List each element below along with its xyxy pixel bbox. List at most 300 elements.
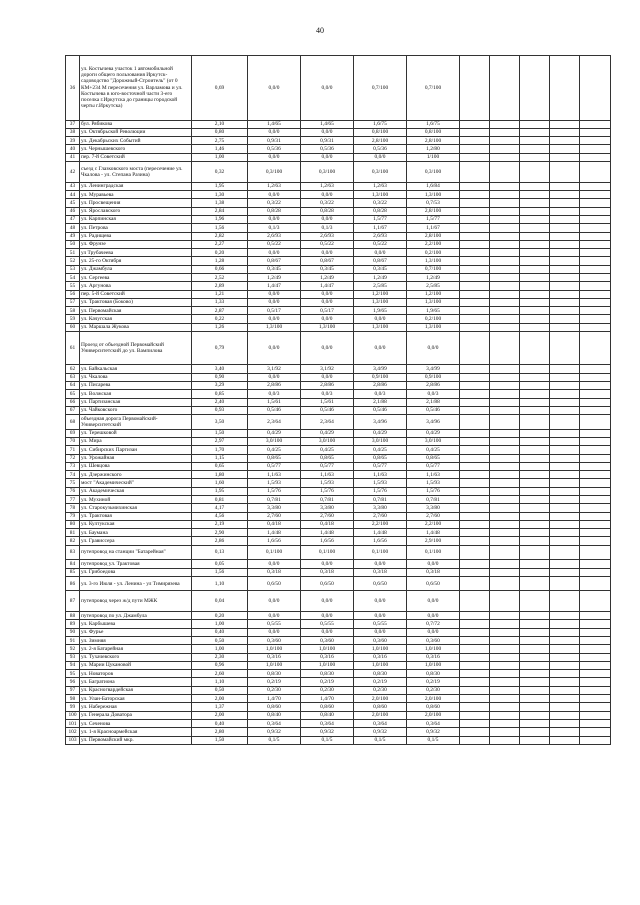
empty-cell [520, 182, 550, 190]
value-col-3: 1,4/48 [354, 529, 407, 537]
road-length: 0,04 [192, 591, 248, 612]
empty-cell [490, 390, 520, 398]
empty-cell [490, 537, 520, 545]
road-length: 0,69 [192, 56, 248, 121]
table-row [66, 232, 611, 240]
empty-cell [550, 429, 580, 437]
empty-cell [460, 373, 490, 381]
empty-cell [490, 398, 520, 406]
empty-cell [520, 207, 550, 215]
table-row [66, 719, 611, 727]
empty-cell [490, 504, 520, 512]
empty-cell [550, 199, 580, 207]
row-number: 54 [66, 274, 80, 282]
empty-cell [490, 446, 520, 454]
empty-cell [490, 653, 520, 661]
value-col-3: 0,4/29 [354, 429, 407, 437]
empty-cell [520, 215, 550, 223]
empty-cell [580, 736, 611, 744]
empty-cell [460, 653, 490, 661]
road-length: 1,21 [192, 290, 248, 298]
value-col-2: 1,5/93 [301, 479, 354, 487]
empty-cell [460, 520, 490, 528]
value-col-2: 1,4/47 [301, 282, 354, 290]
value-col-2: 2,6/93 [301, 232, 354, 240]
value-col-2: 0,0/3 [301, 390, 354, 398]
empty-cell [490, 381, 520, 389]
road-name: путепровод на станции "Батарейная" [80, 545, 192, 560]
value-col-1: 0,5/77 [248, 462, 301, 470]
road-length: 1,60 [192, 479, 248, 487]
row-number: 76 [66, 487, 80, 495]
value-col-2: 0,0/0 [301, 153, 354, 161]
empty-cell [580, 686, 611, 694]
empty-cell [520, 153, 550, 161]
value-col-4: 0,2/19 [407, 678, 460, 686]
value-col-3: 2,5/85 [354, 282, 407, 290]
table-row [66, 274, 611, 282]
empty-cell [580, 479, 611, 487]
empty-cell [550, 703, 580, 711]
empty-cell [520, 661, 550, 669]
empty-cell [580, 332, 611, 365]
road-length: 2,60 [192, 670, 248, 678]
row-number: 67 [66, 406, 80, 414]
empty-cell [490, 332, 520, 365]
value-col-3: 0,0/3 [354, 390, 407, 398]
empty-cell [550, 249, 580, 257]
road-length: 0,20 [192, 249, 248, 257]
road-length: 1,50 [192, 736, 248, 744]
road-name: ул. 1-я Красноармейская [80, 728, 192, 736]
table-row [66, 678, 611, 686]
empty-cell [460, 537, 490, 545]
value-col-2: 0,5/46 [301, 406, 354, 414]
value-col-1: 0,0/0 [248, 128, 301, 136]
empty-cell [490, 120, 520, 128]
empty-cell [550, 637, 580, 645]
empty-cell [580, 591, 611, 612]
value-col-2: 0,5/77 [301, 462, 354, 470]
value-col-1: 1,1/63 [248, 471, 301, 479]
road-length: 1,50 [192, 429, 248, 437]
value-col-2: 0,8/67 [301, 257, 354, 265]
value-col-2: 1,2/49 [301, 274, 354, 282]
table-row [66, 686, 611, 694]
road-name: ул. Трактовая (Боково) [80, 298, 192, 306]
table-row [66, 191, 611, 199]
road-name: ул. Новаторов [80, 670, 192, 678]
value-col-2: 0,0/0 [301, 215, 354, 223]
empty-cell [520, 274, 550, 282]
value-col-1: 0,0/3 [248, 390, 301, 398]
road-name: путепровод через ж/д пути МЖК [80, 591, 192, 612]
empty-cell [580, 415, 611, 430]
empty-cell [460, 307, 490, 315]
table-row [66, 487, 611, 495]
value-col-3: 1,5/77 [354, 215, 407, 223]
empty-cell [550, 415, 580, 430]
row-number: 65 [66, 390, 80, 398]
empty-cell [580, 182, 611, 190]
empty-cell [460, 529, 490, 537]
road-length: 2,84 [192, 207, 248, 215]
road-name: ул. Грибоедова [80, 568, 192, 576]
road-name: ул. Красногвардейская [80, 686, 192, 694]
value-col-1: 0,1/100 [248, 545, 301, 560]
value-col-3: 1,2/49 [354, 274, 407, 282]
road-length: 2,89 [192, 282, 248, 290]
value-col-3: 0,3/22 [354, 199, 407, 207]
value-col-3: 0,0/0 [354, 612, 407, 620]
road-name: ул. Грависсера [80, 537, 192, 545]
value-col-3: 0,5/77 [354, 462, 407, 470]
empty-cell [550, 719, 580, 727]
empty-cell [520, 332, 550, 365]
empty-cell [580, 323, 611, 331]
value-col-3: 0,8/28 [354, 207, 407, 215]
empty-cell [460, 568, 490, 576]
empty-cell [580, 645, 611, 653]
row-number: 37 [66, 120, 80, 128]
value-col-3: 0,0/0 [354, 628, 407, 636]
empty-cell [550, 661, 580, 669]
empty-cell [580, 529, 611, 537]
table-row [66, 215, 611, 223]
empty-cell [520, 462, 550, 470]
empty-cell [520, 390, 550, 398]
value-col-2: 0,3/16 [301, 653, 354, 661]
value-col-1: 0,5/46 [248, 406, 301, 414]
value-col-1: 0,0/0 [248, 56, 301, 121]
value-col-4: 0,0/0 [407, 612, 460, 620]
empty-cell [460, 711, 490, 719]
value-col-1: 1,5/93 [248, 479, 301, 487]
empty-cell [550, 591, 580, 612]
empty-cell [580, 215, 611, 223]
empty-cell [580, 249, 611, 257]
value-col-1: 0,2/19 [248, 678, 301, 686]
road-name: ул. Ярославского [80, 207, 192, 215]
value-col-3: 0,3/45 [354, 265, 407, 273]
empty-cell [550, 437, 580, 445]
value-col-1: 0,0/0 [248, 215, 301, 223]
value-col-3: 0,8/60 [354, 703, 407, 711]
road-name: ул. Маршала Жукова [80, 323, 192, 331]
empty-cell [460, 406, 490, 414]
road-length: 1,37 [192, 703, 248, 711]
value-col-1: 1,4/70 [248, 695, 301, 703]
empty-cell [520, 240, 550, 248]
empty-cell [580, 207, 611, 215]
empty-cell [520, 537, 550, 545]
empty-cell [550, 495, 580, 503]
row-number: 39 [66, 137, 80, 145]
table-row [66, 703, 611, 711]
empty-cell [550, 736, 580, 744]
empty-cell [520, 298, 550, 306]
empty-cell [580, 695, 611, 703]
value-col-4: 1,2/49 [407, 274, 460, 282]
value-col-3: 0,5/36 [354, 145, 407, 153]
empty-cell [550, 323, 580, 331]
road-name: путепровод по ул. Джамбула [80, 612, 192, 620]
empty-cell [490, 415, 520, 430]
road-name: ул. Баумана [80, 529, 192, 537]
empty-cell [550, 215, 580, 223]
road-length: 4,17 [192, 504, 248, 512]
empty-cell [460, 224, 490, 232]
empty-cell [520, 686, 550, 694]
empty-cell [580, 56, 611, 121]
value-col-4: 2,8/100 [407, 207, 460, 215]
value-col-4: 1/100 [407, 153, 460, 161]
value-col-2: 0,5/17 [301, 307, 354, 315]
empty-cell [580, 390, 611, 398]
empty-cell [580, 120, 611, 128]
empty-cell [490, 529, 520, 537]
value-col-1: 1,2/49 [248, 274, 301, 282]
empty-cell [520, 670, 550, 678]
value-col-1: 0,0/0 [248, 315, 301, 323]
road-length: 1,46 [192, 145, 248, 153]
road-length: 2,40 [192, 398, 248, 406]
road-name: ул. 3-го Июля - ул. Ленина - ул Тимирязева [80, 576, 192, 591]
table-row [66, 381, 611, 389]
empty-cell [580, 504, 611, 512]
empty-cell [550, 182, 580, 190]
value-col-4: 0,0/0 [407, 560, 460, 568]
row-number: 75 [66, 479, 80, 487]
empty-cell [550, 454, 580, 462]
road-length: 1,56 [192, 568, 248, 576]
value-col-3: 1,1/67 [354, 224, 407, 232]
empty-cell [460, 703, 490, 711]
value-col-1: 0,4/29 [248, 429, 301, 437]
road-name: ул. Терешковой [80, 429, 192, 437]
empty-cell [490, 307, 520, 315]
road-name: ул. Просвещения [80, 199, 192, 207]
road-length: 2,86 [192, 537, 248, 545]
value-col-3: 3,4/96 [354, 415, 407, 430]
table-row [66, 390, 611, 398]
empty-cell [580, 512, 611, 520]
value-col-1: 0,0/0 [248, 290, 301, 298]
value-col-2: 3,1/92 [301, 365, 354, 373]
empty-cell [520, 282, 550, 290]
empty-cell [460, 620, 490, 628]
empty-cell [460, 415, 490, 430]
table-row [66, 446, 611, 454]
value-col-3: 2,1/88 [354, 398, 407, 406]
row-number: 60 [66, 323, 80, 331]
empty-cell [490, 661, 520, 669]
value-col-1: 0,3/45 [248, 265, 301, 273]
empty-cell [550, 145, 580, 153]
table-row [66, 257, 611, 265]
row-number: 64 [66, 381, 80, 389]
empty-cell [520, 529, 550, 537]
empty-cell [550, 307, 580, 315]
road-name: ул. Сеченова [80, 719, 192, 727]
road-name: ул. Зимняя [80, 637, 192, 645]
empty-cell [520, 232, 550, 240]
empty-cell [460, 240, 490, 248]
road-name: ул. Петрова [80, 224, 192, 232]
empty-cell [550, 728, 580, 736]
empty-cell [520, 161, 550, 182]
value-col-2: 0,8/28 [301, 207, 354, 215]
empty-cell [490, 703, 520, 711]
road-length: 1,10 [192, 678, 248, 686]
value-col-2: 1,0/100 [301, 661, 354, 669]
empty-cell [490, 207, 520, 215]
table-row [66, 137, 611, 145]
empty-cell [550, 290, 580, 298]
empty-cell [520, 290, 550, 298]
value-col-4: 3,4/99 [407, 365, 460, 373]
value-col-1: 0,7/81 [248, 495, 301, 503]
empty-cell [490, 215, 520, 223]
value-col-2: 1,5/76 [301, 487, 354, 495]
road-length: 0,93 [192, 406, 248, 414]
value-col-2: 0,7/81 [301, 495, 354, 503]
empty-cell [580, 290, 611, 298]
table-row [66, 653, 611, 661]
road-length: 0,66 [192, 265, 248, 273]
empty-cell [550, 678, 580, 686]
value-col-4: 0,7/100 [407, 56, 460, 121]
empty-cell [580, 199, 611, 207]
empty-cell [460, 232, 490, 240]
row-number: 100 [66, 711, 80, 719]
empty-cell [580, 576, 611, 591]
table-row [66, 736, 611, 744]
table-row [66, 520, 611, 528]
empty-cell [460, 495, 490, 503]
value-col-4: 2,8/100 [407, 137, 460, 145]
value-col-4: 1,3/100 [407, 191, 460, 199]
row-number: 70 [66, 437, 80, 445]
value-col-3: 0,0/0 [354, 332, 407, 365]
table-row [66, 307, 611, 315]
road-name: ул. Сергеева [80, 274, 192, 282]
value-col-1: 0,8/60 [248, 703, 301, 711]
empty-cell [460, 120, 490, 128]
empty-cell [520, 576, 550, 591]
table-row [66, 373, 611, 381]
value-col-2: 1,4/70 [301, 695, 354, 703]
empty-cell [550, 128, 580, 136]
row-number: 41 [66, 153, 80, 161]
road-name: ул. Байкальская [80, 365, 192, 373]
value-col-4: 0,8/65 [407, 454, 460, 462]
value-col-1: 1,0/100 [248, 645, 301, 653]
road-length: 1,00 [192, 620, 248, 628]
empty-cell [520, 323, 550, 331]
row-number: 52 [66, 257, 80, 265]
table-row [66, 537, 611, 545]
road-length: 2,00 [192, 695, 248, 703]
value-col-2: 2,7/60 [301, 512, 354, 520]
empty-cell [580, 520, 611, 528]
value-col-1: 2,6/93 [248, 232, 301, 240]
value-col-3: 1,3/100 [354, 191, 407, 199]
value-col-2: 0,9/31 [301, 137, 354, 145]
road-name: пер. 7-й Советский [80, 153, 192, 161]
empty-cell [460, 199, 490, 207]
road-name: ул. Качугская [80, 315, 192, 323]
empty-cell [550, 479, 580, 487]
table-row [66, 454, 611, 462]
value-col-4: 1,5/77 [407, 215, 460, 223]
road-length: 0,32 [192, 161, 248, 182]
empty-cell [460, 290, 490, 298]
value-col-3: 3,0/100 [354, 437, 407, 445]
value-col-2: 0,0/0 [301, 560, 354, 568]
empty-cell [580, 670, 611, 678]
road-length: 2,97 [192, 437, 248, 445]
road-length: 3,50 [192, 415, 248, 430]
value-col-2: 0,8/40 [301, 711, 354, 719]
value-col-1: 2,3/64 [248, 415, 301, 430]
empty-cell [490, 145, 520, 153]
empty-cell [550, 487, 580, 495]
empty-cell [550, 653, 580, 661]
table-row [66, 365, 611, 373]
empty-cell [490, 191, 520, 199]
value-col-2: 0,0/0 [301, 128, 354, 136]
table-row [66, 504, 611, 512]
value-col-3: 0,9/100 [354, 373, 407, 381]
empty-cell [460, 265, 490, 273]
empty-cell [550, 645, 580, 653]
table-row [66, 332, 611, 365]
empty-cell [460, 137, 490, 145]
value-col-4: 1,1/67 [407, 224, 460, 232]
road-length: 0,40 [192, 719, 248, 727]
row-number: 72 [66, 454, 80, 462]
empty-cell [460, 56, 490, 121]
table-row [66, 620, 611, 628]
empty-cell [490, 719, 520, 727]
row-number: 89 [66, 620, 80, 628]
value-col-2: 0,2/30 [301, 686, 354, 694]
empty-cell [520, 56, 550, 121]
empty-cell [520, 307, 550, 315]
table-row [66, 249, 611, 257]
value-col-2: 2,3/64 [301, 415, 354, 430]
value-col-4: 2,2/100 [407, 520, 460, 528]
value-col-4: 3,4/96 [407, 415, 460, 430]
value-col-3: 1,1/63 [354, 471, 407, 479]
road-name: ул. Мухиной [80, 495, 192, 503]
value-col-4: 0,8/60 [407, 703, 460, 711]
value-col-1: 0,4/25 [248, 446, 301, 454]
empty-cell [580, 495, 611, 503]
road-name: ул. Тухачевского [80, 653, 192, 661]
empty-cell [580, 703, 611, 711]
road-name: ул. Мира [80, 437, 192, 445]
road-length: 1,15 [192, 454, 248, 462]
empty-cell [520, 479, 550, 487]
empty-cell [490, 161, 520, 182]
value-col-2: 0,8/30 [301, 670, 354, 678]
value-col-3: 0,0/0 [354, 560, 407, 568]
row-number: 63 [66, 373, 80, 381]
empty-cell [550, 332, 580, 365]
empty-cell [520, 695, 550, 703]
